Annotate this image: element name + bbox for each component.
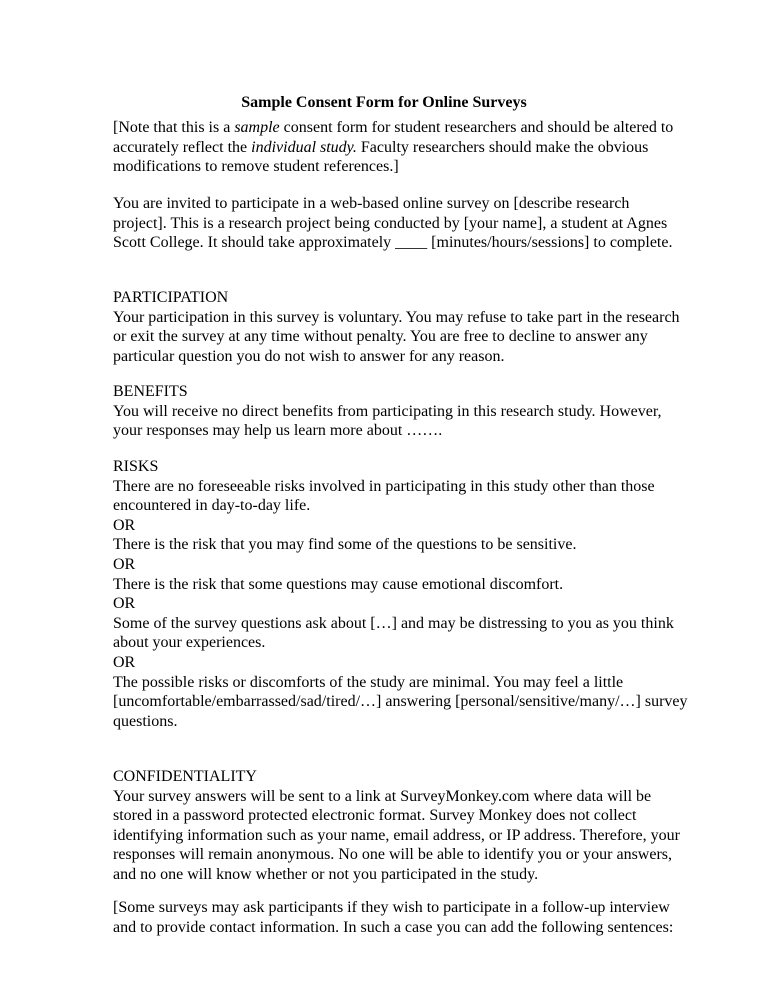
intro-line: project]. This is a research project being conducted by [your name], a student at Agnes: [113, 214, 668, 232]
section-line: There is the risk that some questions may cause emotional discomfort.: [113, 575, 564, 593]
section-line: about your experiences.: [113, 634, 266, 652]
section-heading: PARTICIPATION: [113, 289, 229, 306]
section-line: You will receive no direct benefits from participating in this research study. However,: [113, 402, 662, 420]
note-text: [Note that this is a: [113, 119, 235, 136]
section-line: or exit the survey at any time without penalty. You are free to decline to answer any: [113, 328, 648, 346]
section-line: The possible risks or discomforts of the study are minimal. You may feel a little: [113, 673, 624, 691]
document-title: Sample Consent Form for Online Surveys: [241, 94, 527, 111]
section-line: identifying information such as your name, email address, or IP address. Therefore, your: [113, 826, 680, 844]
section-line: your responses may help us learn more about …….: [113, 422, 443, 440]
section-line: questions.: [113, 712, 178, 730]
section-heading: CONFIDENTIALITY: [113, 768, 257, 785]
note-text: Faculty researchers should make the obvious: [356, 138, 649, 156]
note-italic: individual study.: [251, 138, 357, 156]
section-heading: RISKS: [113, 458, 159, 475]
section-line: encountered in day-to-day life.: [113, 497, 311, 515]
intro-paragraph: [113, 194, 713, 253]
section-line: responses will remain anonymous. No one will be able to identify you or your answers,: [113, 846, 672, 864]
followup-line: [Some surveys may ask participants if they wish to participate in a follow-up interview: [113, 899, 670, 916]
note-paragraph: [113, 118, 713, 177]
section-line: OR: [113, 653, 136, 671]
section-line: There is the risk that you may find some of the questions to be sensitive.: [113, 536, 577, 554]
note-text: accurately reflect the: [113, 138, 252, 156]
section-line: OR: [113, 595, 136, 613]
section-line: Your participation in this survey is voluntary. You may refuse to take part in the research: [113, 308, 680, 326]
section-line: particular question you do not wish to answer for any reason.: [113, 347, 505, 365]
note-text: modifications to remove student references.]: [113, 158, 399, 176]
risks-section: [113, 457, 713, 731]
section-line: Your survey answers will be sent to a link at SurveyMonkey.com where data will be: [113, 787, 652, 805]
section-line: [uncomfortable/embarrassed/sad/tired/…] answering [personal/sensitive/many/…] survey: [113, 693, 688, 711]
followup-line: and to provide contact information. In such a case you can add the following sentences:: [113, 918, 674, 936]
section-line: There are no foreseeable risks involved in participating in this study other than those: [113, 477, 655, 495]
section-line: OR: [113, 516, 136, 534]
section-line: Some of the survey questions ask about […] and may be distressing to you as you think: [113, 614, 674, 632]
section-line: OR: [113, 555, 136, 573]
intro-line: Scott College. It should take approximately ____ [minutes/hours/sessions] to complete.: [113, 234, 673, 252]
note-italic: sample: [234, 119, 280, 136]
confidentiality-section: [113, 767, 713, 885]
intro-line: You are invited to participate in a web-based online survey on [describe research: [113, 195, 630, 212]
followup-paragraph: [113, 898, 713, 937]
section-heading: BENEFITS: [113, 383, 188, 400]
section-line: stored in a password protected electronic format. Survey Monkey does not collect: [113, 807, 637, 825]
note-text: consent form for student researchers and should be altered to: [279, 119, 674, 136]
benefits-section: [113, 382, 713, 441]
participation-section: [113, 288, 713, 366]
section-line: and no one will know whether or not you participated in the study.: [113, 865, 539, 883]
